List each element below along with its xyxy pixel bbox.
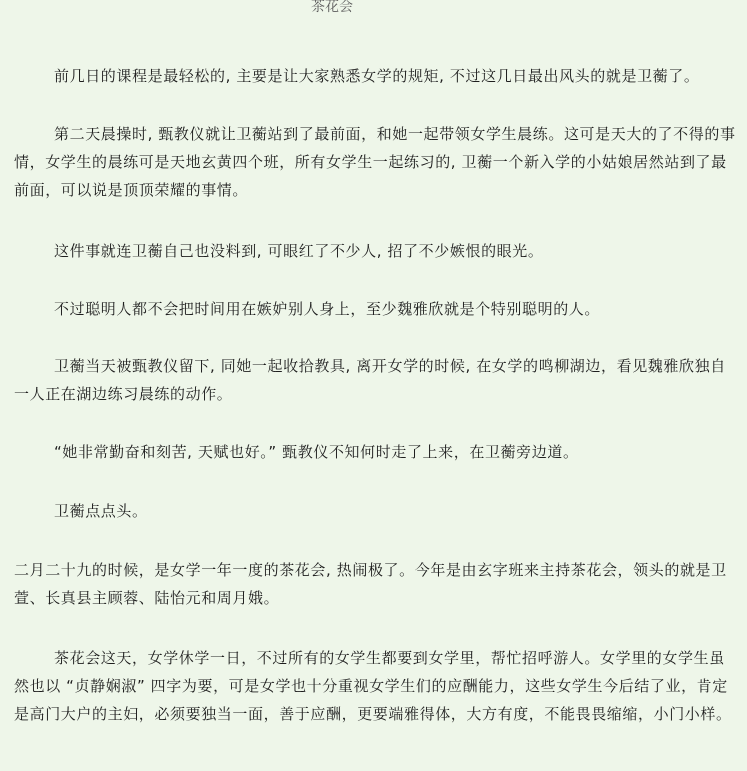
paragraph: 卫蘅点点头。 xyxy=(54,502,148,520)
paragraph: 第二天晨操时, 甄教仪就让卫蘅站到了最前面，和她一起带领女学生晨练。这可是天大的了不得的事情，女学生的晨练可是天地玄黄四个班，所有女学生一起练习的, 卫蘅一个新入学的小姑娘居然站到了最前面，可以说是顶顶荣耀的事情。 xyxy=(14,125,736,199)
paragraph: 茶花会这天，女学休学一日，不过所有的女学生都要到女学里，帮忙招呼游人。女学里的女学生虽然也以 “贞静娴淑” 四字为要，可是女学也十分重视女学生们的应酬能力，这些女学生今后结了业，肯定是高门大户的主妇，必须要独当一面，善于应酬，更要端雅得体，大方有度，不能畏畏缩缩，小门小样。 xyxy=(14,649,732,723)
paragraph: “她非常勤奋和刻苦, 天赋也好。” 甄教仪不知何时走了上来，在卫蘅旁边道。 xyxy=(54,443,579,461)
paragraph: 不过聪明人都不会把时间用在嫉妒别人身上，至少魏雅欣就是个特别聪明的人。 xyxy=(54,300,601,318)
paragraph: 这件事就连卫蘅自己也没料到, 可眼红了不少人, 招了不少嫉恨的眼光。 xyxy=(54,242,544,260)
paragraph: 二月二十九的时候，是女学一年一度的茶花会, 热闹极了。今年是由玄字班来主持茶花会，领头的就是卫萱、长真县主顾蓉、陆怡元和周月娥。 xyxy=(14,561,727,607)
paragraph: 卫蘅当天被甄教仪留下, 同她一起收拾教具, 离开女学的时候, 在女学的鸣柳湖边，看见魏雅欣独自一人正在湖边练习晨练的动作。 xyxy=(14,357,726,403)
paragraph: 前几日的课程是最轻松的, 主要是让大家熟悉女学的规矩, 不过这几日最出风头的就是卫蘅了。 xyxy=(54,67,700,85)
chapter-title: 茶花会 xyxy=(311,0,353,15)
